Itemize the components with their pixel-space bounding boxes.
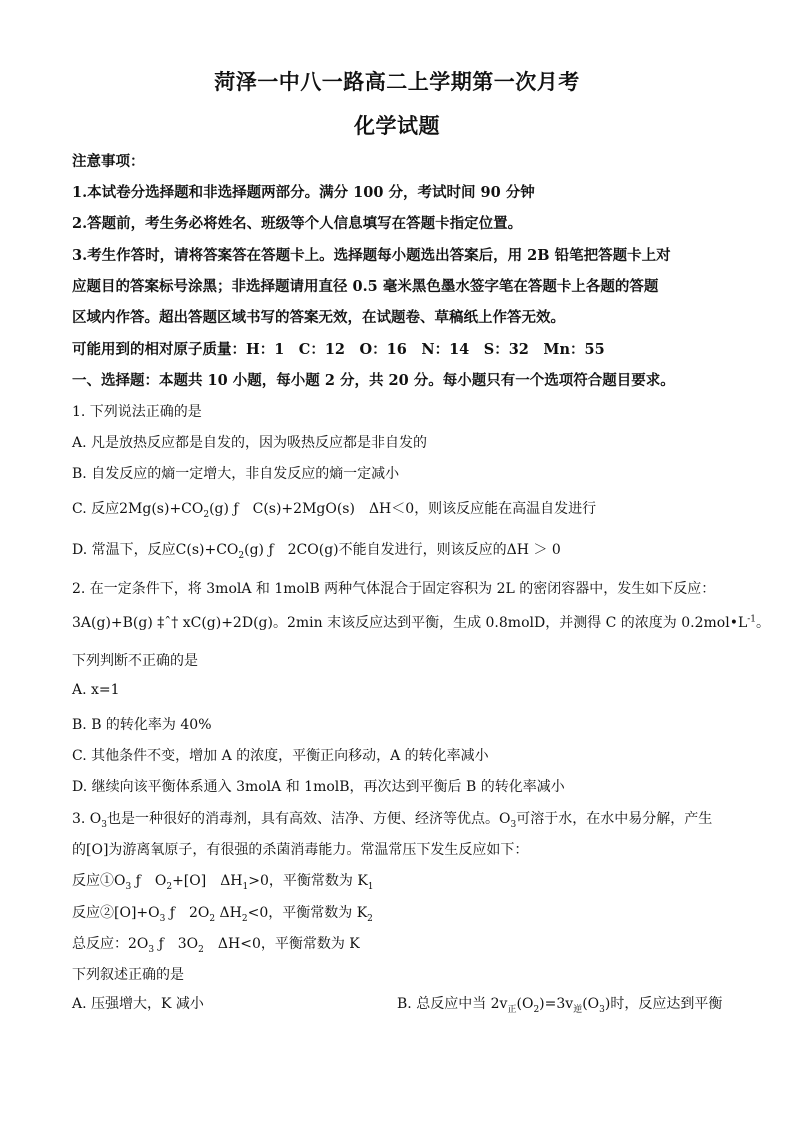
q3-stem-line-2: 的[O]为游离氧原子，有很强的杀菌消毒能力。常温常压下发生反应如下： (72, 842, 529, 858)
atomic-masses: 可能用到的相对原子质量：H：1 C：12 O：16 N：14 S：32 Mn：55 (72, 341, 605, 358)
q1-d-equation: $C(s)+CO_2(g)$ ƒ 2CO(g) (175, 542, 339, 561)
q2-equation: 3A(g)+B(g) ‡ˆ† xC(g)+2D(g)。2min 末该反应达到平衡，生成 0.8molD，并测得 C 的浓度为 $0.2mol•L^{-1}$。 (72, 614, 771, 631)
q2-option-a: A. x=1 (72, 682, 120, 698)
note-3-line-3: 区域内作答。超出答题区域书写的答案无效，在试题卷、草稿纸上作答无效。 (72, 309, 565, 326)
q3-option-b: B. 总反应中当 $2v_正(O_2)=3v_逆(O_3)$时，反应达到平衡 (397, 996, 723, 1015)
note-1: 1.本试卷分选择题和非选择题两部分。满分 100 分，考试时间 90 分钟 (72, 184, 535, 201)
exam-subtitle: 化学试题 (354, 113, 440, 138)
note-2: 2.答题前，考生务必将姓名、班级等个人信息填写在答题卡指定位置。 (72, 215, 523, 232)
q2-option-d: D. 继续向该平衡体系通入 3molA 和 1molB，再次达到平衡后 B 的转化率减小 (72, 779, 565, 795)
q3-ask: 下列叙述正确的是 (72, 967, 184, 983)
note-3-line-2: 应题目的答案标号涂黑；非选择题请用直径 0.5 毫米黑色墨水签字笔在答题卡上各题的答题 (72, 278, 659, 295)
section-heading: 一、选择题：本题共 10 小题，每小题 2 分，共 20 分。每小题只有一个选项符合题目要求。 (72, 372, 675, 389)
q1-option-a: A. 凡是放热反应都是自发的，因为吸热反应都是非自发的 (72, 435, 428, 451)
notes-heading: 注意事项： (72, 153, 145, 170)
exam-title: 菏泽一中八一路高二上学期第一次月考 (214, 69, 580, 94)
q1-option-b: B. 自发反应的熵一定增大，非自发反应的熵一定减小 (72, 466, 400, 482)
note-3-line-1: 3.考生作答时，请将答案答在答题卡上。选择题每小题选出答案后，用 2B 铅笔把答题卡上对 (72, 247, 671, 264)
q2-ask: 下列判断不正确的是 (72, 653, 198, 669)
q2-stem: 2. 在一定条件下，将 3molA 和 1molB 两种气体混合于固定容积为 2L 的密闭容器中，发生如下反应： (72, 581, 716, 597)
q2-option-b: B. B 的转化率为 40% (72, 717, 212, 733)
q1-stem: 1. 下列说法正确的是 (72, 404, 202, 420)
q1-option-d: D. 常温下，反应$C(s)+CO_2(g)$ ƒ 2CO(g)不能自发进行，则该反应的ΔH ＞ 0 (72, 542, 561, 561)
q2-option-c: C. 其他条件不变，增加 A 的浓度，平衡正向移动，A 的转化率减小 (72, 748, 489, 764)
q3-reaction-1: 反应$①O_3$ ƒ $O_2+[O]$ $\Delta H_1>0$，平衡常数为 $K_1$ (72, 873, 374, 892)
q3-reaction-2: 反应$②[O]+O_3$ ƒ $2O_2$ $\Delta H_2<0$，平衡常数为 $K_2$ (72, 905, 373, 924)
q1-c-equation: $2Mg(s)+CO_2(g)$ ƒ C(s)+2MgO(s) ΔH＜0 (119, 501, 415, 520)
q3-option-a: A. 压强增大，K 减小 (72, 996, 204, 1012)
q3-total-reaction: 总反应：$2O_3$ ƒ $3O_2$ ΔH<0，平衡常数为 K (72, 936, 360, 955)
q3-stem-line-1: 3. $O_3$也是一种很好的消毒剂，具有高效、洁净、方便、经济等优点。$O_3$可溶于水，在水中易分解，产生 (72, 811, 713, 830)
q1-option-c: C. 反应$2Mg(s)+CO_2(g)$ ƒ C(s)+2MgO(s) ΔH＜0，则该反应能在高温自发进行 (72, 501, 597, 520)
